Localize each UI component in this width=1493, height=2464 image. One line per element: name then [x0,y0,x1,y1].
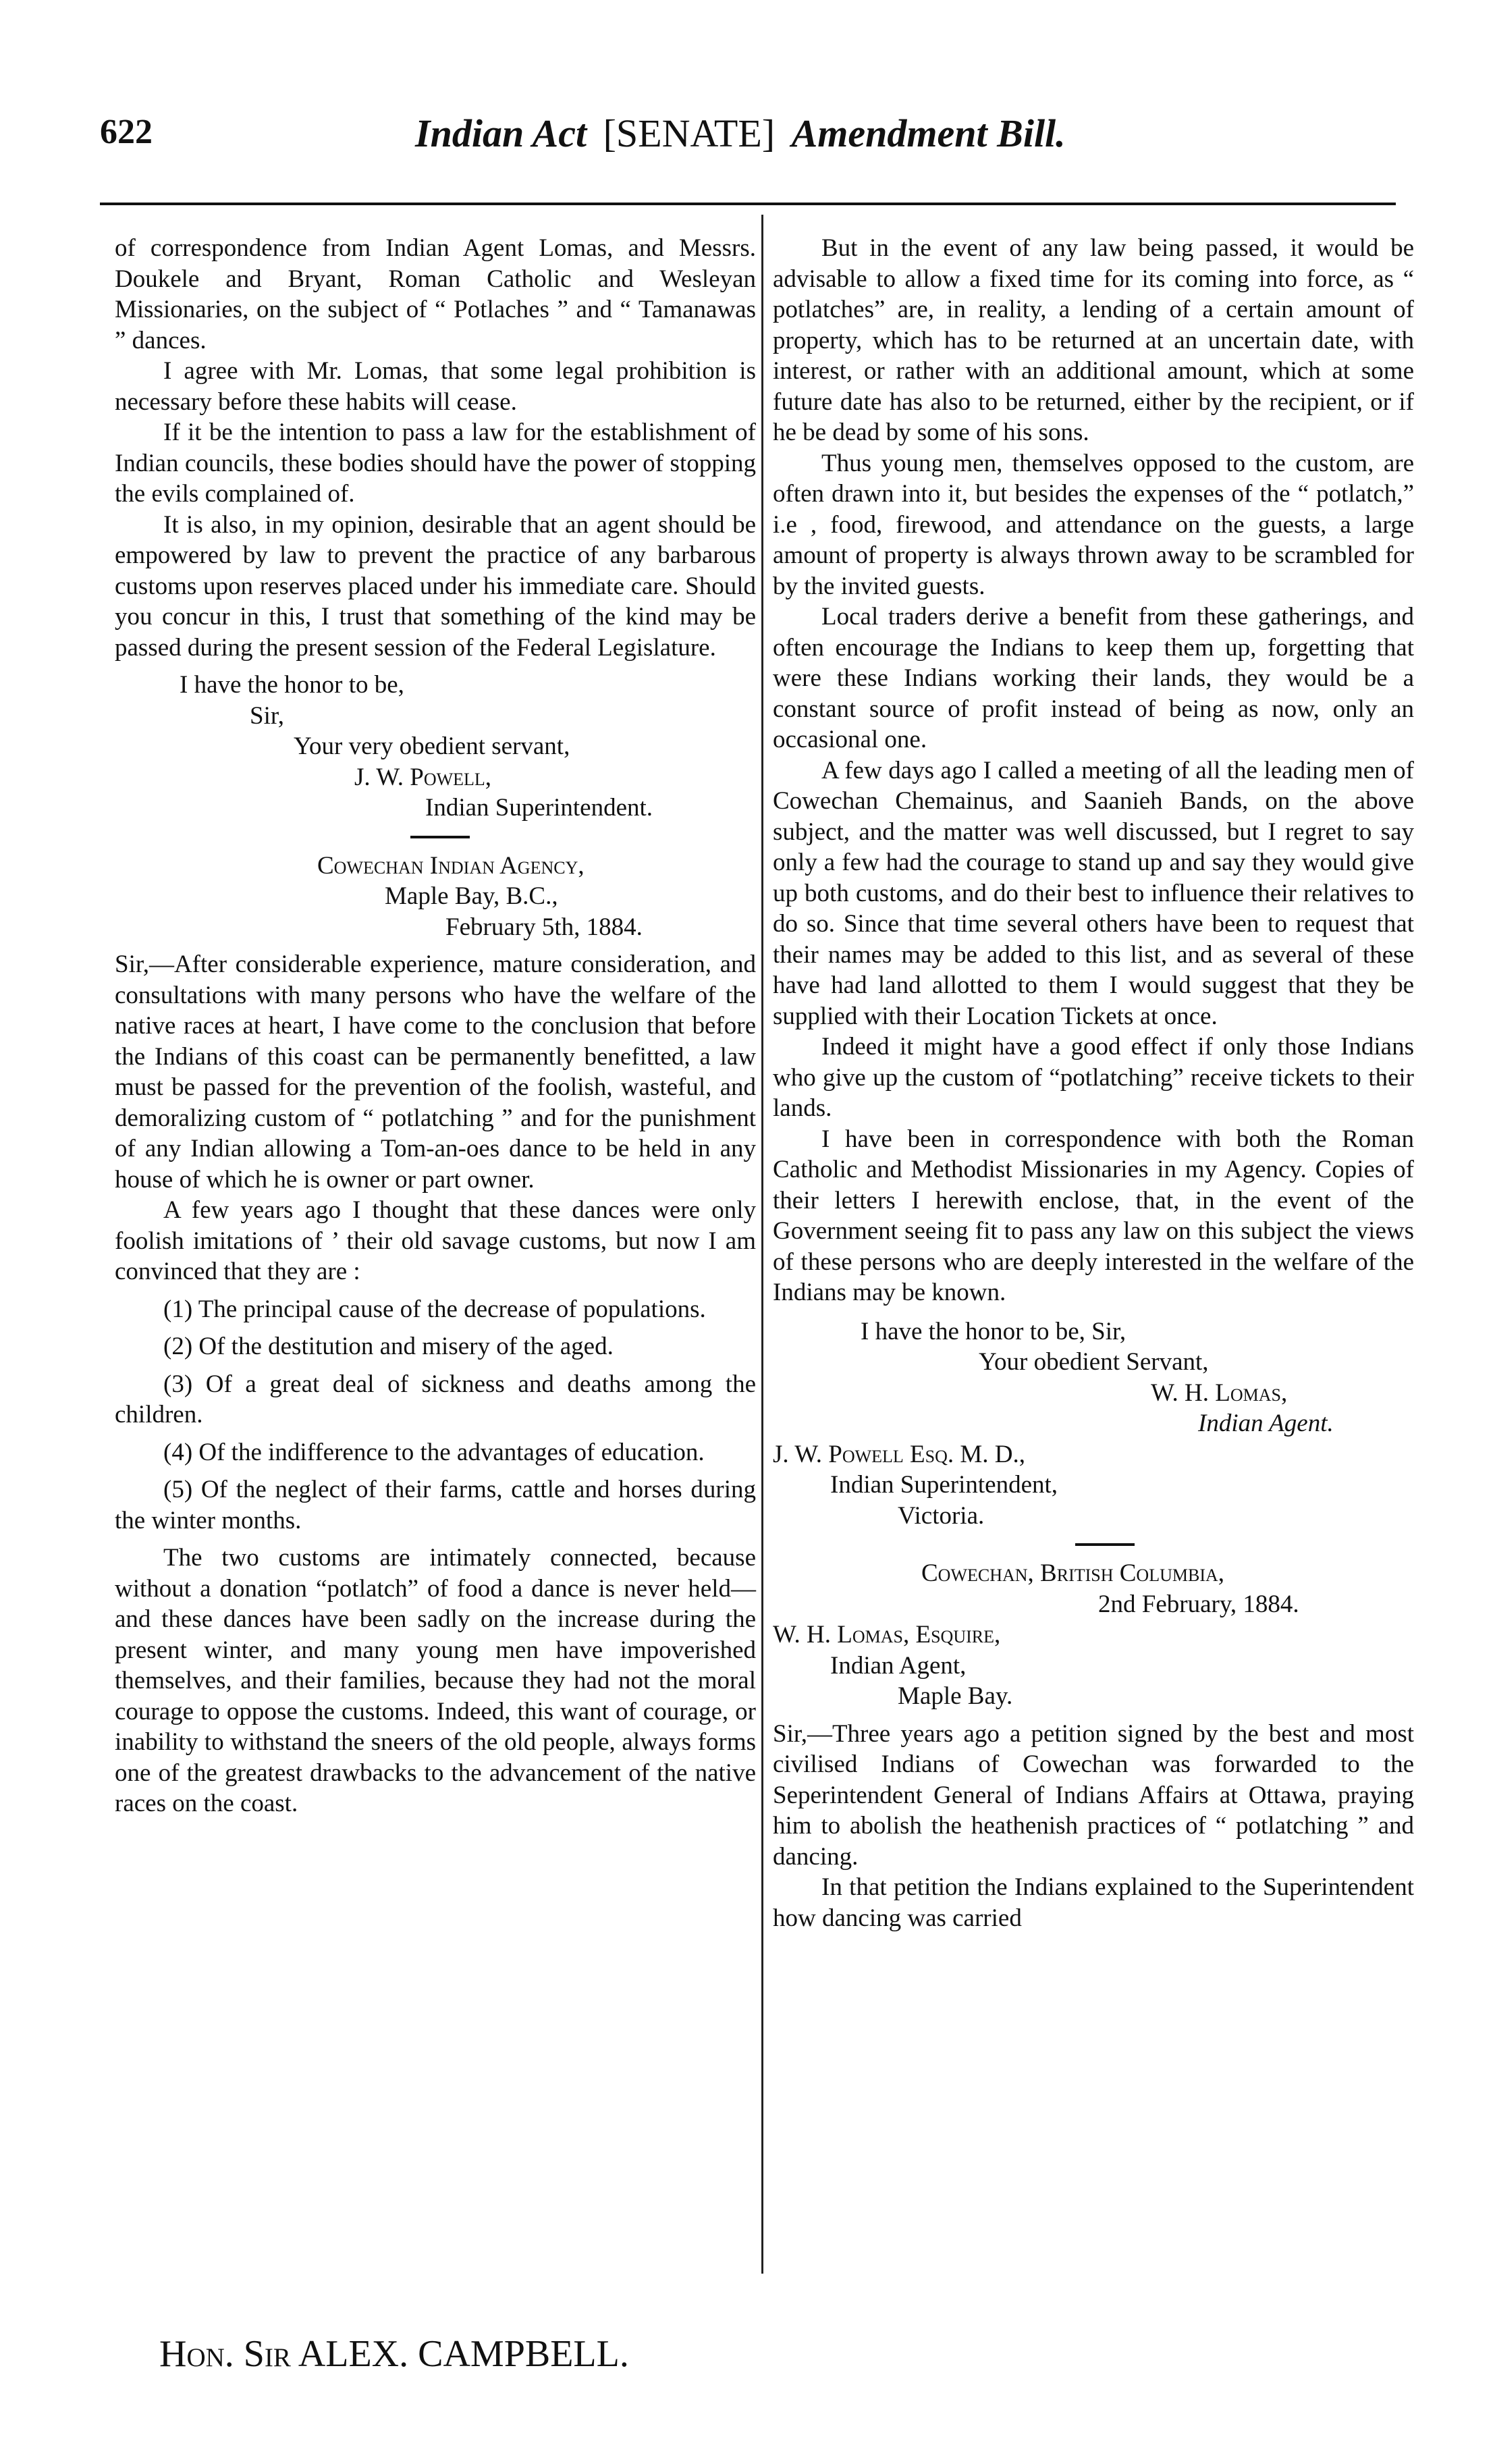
section-rule [1075,1543,1135,1546]
addressee-place: Maple Bay. [898,1682,1013,1710]
header-rule [100,203,1396,205]
causes-list [115,1294,756,1536]
paragraph: It is also, in my opinion, desirable that an agent should be empowered by law to prevent the practice of any barbarous customs upon reserves placed under his immediate care. Should you concur in this, I trust that something of the kind may be passed during the present session of the Federal Legislature. [115,510,756,662]
salutation: Sir, [250,701,284,730]
closing-line: I have the honor to be, [180,671,404,699]
signer-name: W. H. Lomas, [1151,1378,1288,1407]
addressee-place: Victoria. [898,1501,985,1530]
paragraph: Sir,—After considerable experience, mature consideration, and consultations with many persons who have the welfare of the native races at heart, I have come to the conclusion that before the Indians of this coast can be permanently benefitted, a law must be passed for the prevention of the foolish, wasteful, and demoralizing custom of “ potlatching ” and for the punishment of any Indian allowing a Tom-an-oes dance to be held in any house of which he is owner or part owner. [115,950,756,1194]
paragraph: Thus young men, themselves opposed to the custom, are often drawn into it, but besides the expenses of the “ potlatch,” i.e , food, firewood, and attendance on the guests, a large amount of property is always thrown away to be scrambled for by the invited guests. [773,449,1414,600]
letter-agency: Cowechan Indian Agency, [317,851,585,880]
paragraph: Local traders derive a benefit from these gatherings, and often encourage the Indians to keep them up, forgetting that were these Indians working their lands, they would be a constant source of profit instead of being as now, only an occasional one. [773,603,1414,753]
addressee-name: J. W. Powell Esq. M. D., [773,1440,1026,1468]
signer-title: Indian Superintendent. [425,794,653,822]
letter-place: Maple Bay, B.C., [385,882,558,910]
paragraph: A few days ago I called a meeting of all the leading men of Cowechan Chemainus, and Saanieh Bands, on the above subject, and the matter was well discussed, but I regret to say only a few had the courage to stand up and say they would give up both customs, and do their best to influence their relatives to do so. Since that time several others have been to request that their names may be added to this list, and as several of these have had land allotted to them I would suggest that they be supplied with their Location Tickets at once. [773,756,1414,1030]
closing-line: I have the honor to be, Sir, [861,1317,1126,1345]
signer-title: Indian Agent. [1198,1410,1334,1437]
addressee-title: Indian Superintendent, [830,1471,1058,1499]
paragraph: If it be the intention to pass a law for the establishment of Indian councils, these bodies should have the power of stopping the evils complained of. [115,419,756,508]
paragraph: I agree with Mr. Lomas, that some legal prohibition is necessary before these habits will cease. [115,357,756,416]
right-column [773,233,1414,1933]
letter-date: 2nd February, 1884. [1098,1590,1299,1618]
paragraph: A few years ago I thought that these dances were only foolish imitations of ’ their old savage customs, but now I am convinced that they are : [115,1196,756,1285]
paragraph: But in the event of any law being passed, it would be advisable to allow a fixed time for its coming into force, as “ potlatches” are, in reality, a lending of a certain amount of property, which has to be returned at an uncertain date, with interest, or rather with an additional amount, which at some future date has also to be returned, either by the recipient, or if he be dead by some of his sons. [773,234,1414,446]
paragraph: Indeed it might have a good effect if only those Indians who give up the custom of “potlatching” receive tickets to their lands. [773,1033,1414,1122]
page-number: 622 [100,113,153,151]
complimentary-close: Your obedient Servant, [979,1348,1209,1376]
list-item: (4) Of the indifference to the advantages of education. [163,1438,705,1466]
paragraph: The two customs are intimately connected, because without a donation “potlatch” of food a dance is never held—and these dances have been sadly on the increase during the present winter, and many young men have impoverished themselves, and their families, because they had not the moral courage to oppose the customs. Indeed, this want of courage, or inability to withstand the sneers of the old people, always forms one of the greatest drawbacks to the advancement of the native races on the coast. [115,1544,756,1817]
header-center-title: [SENATE] [603,111,776,155]
addressee-name: W. H. Lomas, Esquire, [773,1621,1001,1649]
paragraph: I have been in correspondence with both the Roman Catholic and Methodist Missionaries in my Agency. Copies of their letters I herewith enclose, that, in the event of the Government seeing fit to pass any law on this subject the views of these persons who are deeply interested in the welfare of the Indians may be known. [773,1125,1414,1306]
letter-date: February 5th, 1884. [445,913,643,941]
header-right-title: Amendment Bill. [791,111,1066,155]
section-rule [410,836,470,838]
signer-name: J. W. Powell, [354,763,492,791]
paragraph: of correspondence from Indian Agent Lomas, and Messrs. Doukele and Bryant, Roman Catholic and Wesleyan Missionaries, on the subject of “ Potlaches ” and “ Tamanawas ” dances. [115,234,756,354]
list-item: (1) The principal cause of the decrease of populations. [163,1295,706,1323]
letter-place: Cowechan, British Columbia, [921,1559,1225,1587]
column-divider [761,215,763,2274]
paragraph: In that petition the Indians explained to the Superintendent how dancing was carried [773,1873,1414,1932]
list-item: (3) Of a great deal of sickness and deaths among the children. [115,1370,756,1428]
paragraph: Sir,—Three years ago a petition signed by the best and most civilised Indians of Cowechan was forwarded to the Seperintendent General of Indians Affairs at Ottawa, praying him to abolish the heathenish practices of “ potlatching ” and dancing. [773,1719,1414,1871]
left-column [115,233,756,1819]
addressee-title: Indian Agent, [830,1651,967,1680]
list-item: (2) Of the destitution and misery of the aged. [163,1333,614,1360]
list-item: (5) Of the neglect of their farms, cattle and horses during the winter months. [115,1476,756,1534]
running-header [415,111,1066,156]
speaker-footer: Hon. Sir ALEX. CAMPBELL. [159,2333,629,2375]
complimentary-close: Your very obedient servant, [294,732,570,760]
header-left-title: Indian Act [415,111,587,155]
